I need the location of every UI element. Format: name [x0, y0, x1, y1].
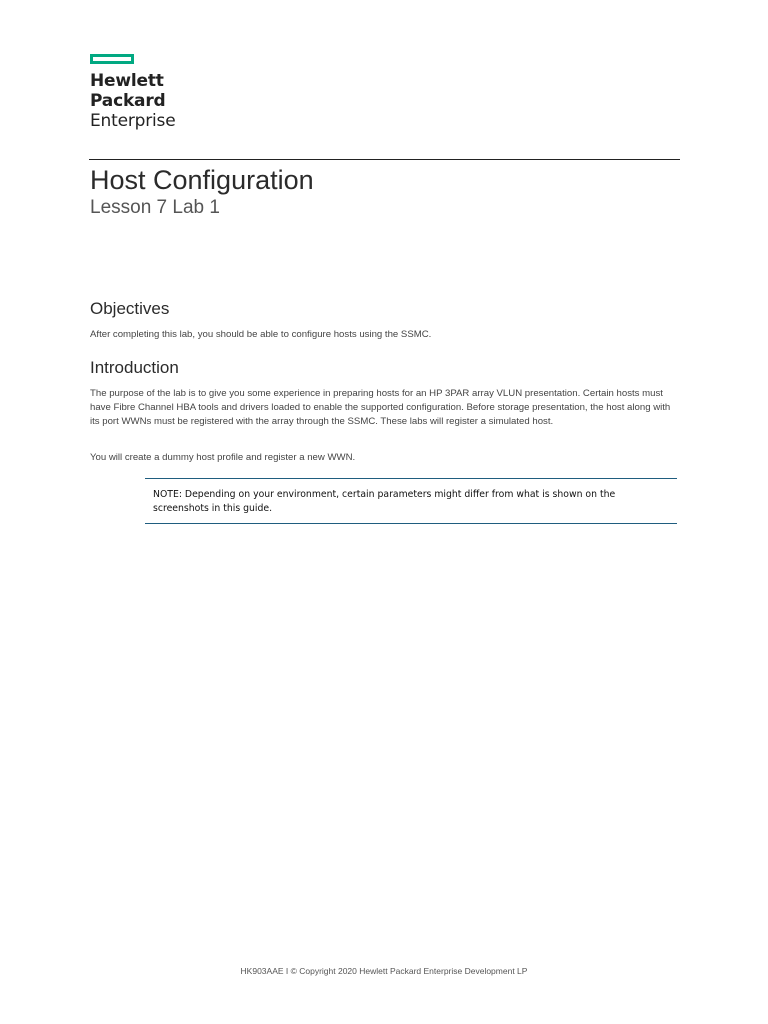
- hpe-element-icon: [90, 54, 134, 64]
- logo-text-line2: Enterprise: [90, 111, 176, 131]
- objectives-paragraph: After completing this lab, you should be able to configure hosts using the SSMC.: [90, 329, 432, 340]
- page-footer: HK903AAE I © Copyright 2020 Hewlett Packard Enterprise Development LP: [240, 966, 528, 976]
- introduction-paragraph: The purpose of the lab is to give you some experience in preparing hosts for an HP 3PAR array VLUN presentation. Certain hosts must have Fibre Channel HBA tools and drivers loaded to enable the supported configuration. Before storage presentation, the host along with its port WWNs must be registered with the array through the SSMC. These labs will register a simulated host.: [90, 388, 671, 427]
- section-heading-objectives: Objectives: [90, 299, 170, 318]
- page-title: Host Configuration: [90, 165, 314, 195]
- logo-text-line1: Hewlett Packard: [90, 71, 166, 111]
- hpe-logo: [90, 54, 240, 131]
- note-text: NOTE: Depending on your environment, certain parameters might differ from what is shown on the screenshots in this guide.: [153, 489, 616, 514]
- note-callout: [145, 478, 677, 524]
- introduction-paragraph-2: You will create a dummy host profile and register a new WWN.: [90, 452, 356, 463]
- section-heading-introduction: Introduction: [90, 358, 179, 377]
- title-divider: [89, 159, 680, 160]
- page-subtitle: Lesson 7 Lab 1: [90, 197, 220, 218]
